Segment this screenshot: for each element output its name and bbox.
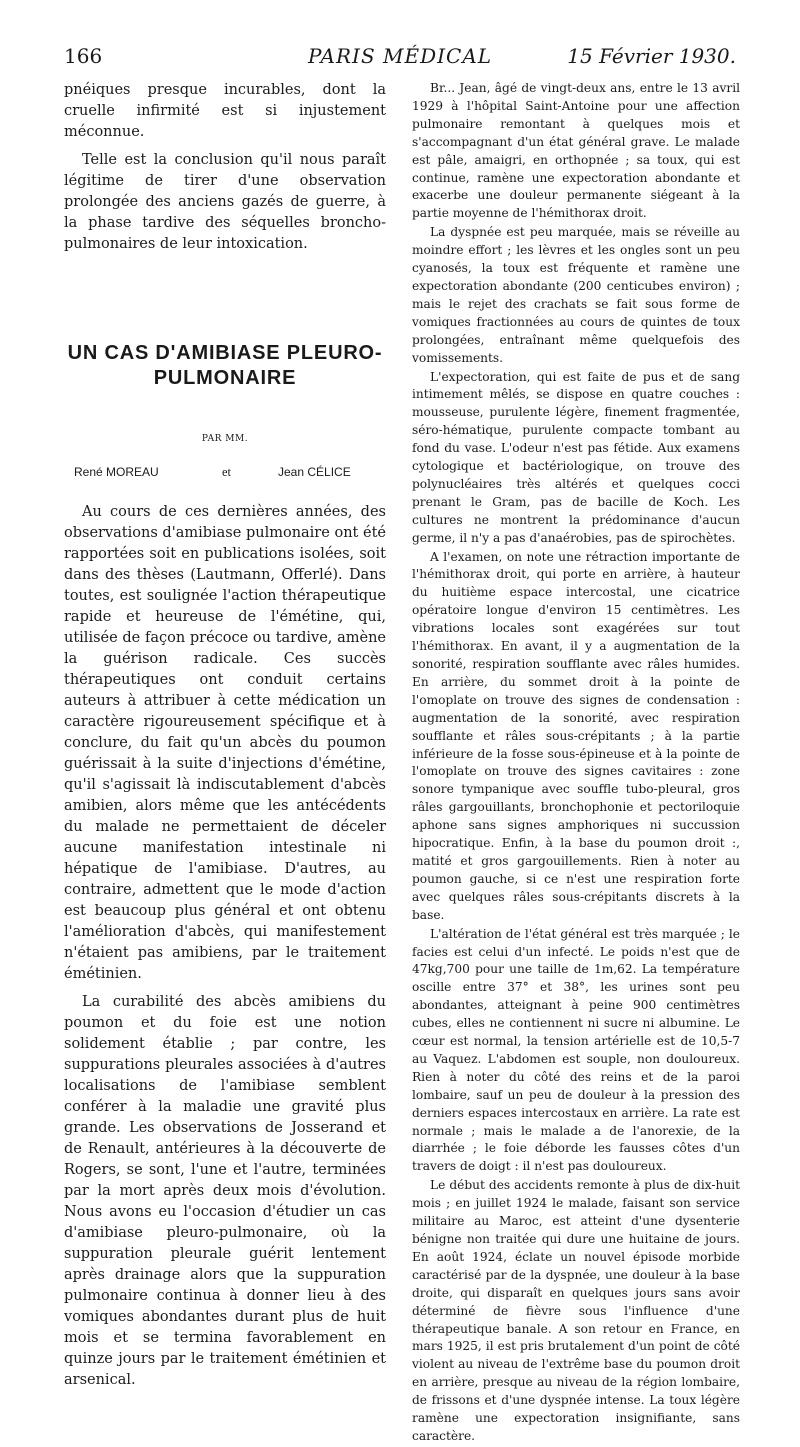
running-header: [64, 44, 736, 72]
left-column: [64, 80, 386, 1391]
previous-article-conclusion: Telle est la conclusion qu'il nous paraît légitime de tirer d'une observation prolongée des anciens gazés de guerre, à la phase tardive des séquelles broncho-pulmonaires de leur intoxication.: [64, 152, 386, 252]
issue-date: 15 Février 1930.: [567, 44, 736, 68]
author-name: René MOREAU: [74, 465, 159, 479]
case-paragraph: La dyspnée est peu marquée, mais se réveille au moindre effort ; les lèvres et les ongles sont un peu cyanosés, la toux est fréquente et ramène une expectoration abondante (200 centicubes environ) ; mais le rejet des crachats se fait sous forme de vomiques fractionnées au cours de quintes de toux prolongées, entraînant même quelquefois des vomissements.: [412, 225, 740, 365]
case-paragraph: Br... Jean, âgé de vingt-deux ans, entre le 13 avril 1929 à l'hôpital Saint-Antoine pour une affection pulmonaire remontant à quelques mois et s'accompagnant d'un état général grave. Le malade est pâle, amaigri, en orthopnée ; sa toux, qui est continue, ramène une expectoration abondante et exacerbe une douleur permanente siégeant à la partie moyenne de l'hémithorax droit.: [412, 81, 740, 221]
article-title: [64, 341, 386, 391]
body-paragraph: La curabilité des abcès amibiens du poumon et du foie est une notion solidement établie ; par contre, les suppurations pleurales associées à d'autres localisations de l'amibiase semblent conférer à la maladie une gravité plus grande. Les observations de Josserand et de Renault, antérieures à la découverte de Rogers, se sont, l'une et l'autre, terminées par la mort après deux mois d'évolution. Nous avons eu l'occasion d'étudier un cas d'amibiase pleuro-pulmonaire, où la suppuration pleurale guérit lentement après drainage alors que la suppuration pulmonaire continua à donner lieu à des vomiques abondantes durant plus de huit mois et se termina favorablement en quinze jours par le traitement émétinien et arsenical.: [64, 994, 386, 1388]
right-column: [412, 80, 740, 1447]
byline-par: PAR MM.: [201, 434, 249, 444]
case-paragraph: L'expectoration, qui est faite de pus et de sang intimement mêlés, se dispose en quatre couches : mousseuse, purulente légère, finement fragmentée, séro-hématique, purulente compacte tombant au fond du vase. L'odeur n'est pas fétide. Aux examens cytologique et bactériologique, on trouve des polynucléaires très altérés et quelques cocci prenant le Gram, pas de bacille de Koch. Les cultures ne montrent la prédominance d'aucun germe, il n'y a pas d'anaérobies, pas de spirochètes.: [412, 369, 740, 545]
case-paragraph: A l'examen, on note une rétraction importante de l'hémithorax droit, qui porte en arrière, à hauteur du huitième espace intercostal, une cicatrice opératoire longue d'environ 15 centimètres. Les vibrations locales sont exagérées sur tout l'hémithorax. En avant, il y a augmentation de la sonorité, respiration soufflante avec râles humides. En arrière, du sommet droit à la pointe de l'omoplate on trouve des signes de condensation : augmentation de la sonorité, avec respiration soufflante et râles sous-crépitants ; à la partie inférieure de la fosse sous-épineuse et à la pointe de l'omoplate on trouve des signes cavitaires : zone sonore tympanique avec souffle tubo-pleural, gros râles gargouillants, bronchophonie et pectoriloquie aphone sans signes amphoriques ni succussion hipocratique. Enfin, à la base du poumon droit :, matité et gros gargouillements. Rien à noter au poumon gauche, si ce n'est une respiration forte avec quelques râles sous-crépitants discrets à la base.: [412, 549, 740, 922]
article-title-line-2: PULMONAIRE: [153, 367, 297, 389]
author-conjunction: et: [222, 465, 232, 479]
previous-article-continuation: pnéiques presque incurables, dont la cruelle infirmité est si injustement méconnue.: [64, 82, 386, 140]
author-name: Jean CÉLICE: [278, 465, 351, 479]
authors-line: [64, 462, 386, 480]
page-number: 166: [64, 44, 103, 68]
case-paragraph: Le début des accidents remonte à plus de dix-huit mois ; en juillet 1924 le malade, faisant son service militaire au Maroc, est atteint d'une dysenterie bénigne non traitée qui dure une huitaine de jours. En août 1924, éclate un nouvel épisode morbide caractérisé par de la dyspnée, une douleur à la base droite, qui disparaît en quelques jours sans avoir déterminé de fièvre sous l'influence d'une thérapeutique banale. A son retour en France, en mars 1925, il est pris brutalement d'un point de côté violent au niveau de l'extrême base du poumon droit en arrière, presque au niveau de la région lombaire, de frissons et d'une dyspnée intense. La toux légère ramène une expectoration insignifiante, sans caractère.: [412, 1178, 740, 1443]
body-paragraph: Au cours de ces dernières années, des observations d'amibiase pulmonaire ont été rapportées soit en publications isolées, soit dans des thèses (Lautmann, Offerlé). Dans toutes, est soulignée l'action thérapeutique rapide et heureuse de l'émétine, qui, utilisée de façon précoce ou tardive, amène la guérison radicale. Ces succès thérapeutiques ont conduit certains auteurs à attribuer à cette médication un caractère rigoureusement spécifique et à conclure, du fait qu'un abcès du poumon guérissait à la suite d'injections d'émétine, qu'il s'agissait là indiscutablement d'abcès amibien, alors même que les antécédents du malade ne permettaient de déceler aucune manifestation intestinale ni hépatique de l'amibiase. D'autres, au contraire, admettent que le mode d'action est beaucoup plus général et ont obtenu l'amélioration d'abcès, qui manifestement n'étaient pas amibiens, par le traitement émétinien.: [64, 504, 386, 982]
journal-title: PARIS MÉDICAL: [307, 44, 493, 68]
case-paragraph: L'altération de l'état général est très marquée ; le facies est celui d'un infecté. Le poids n'est que de 47kg,700 pour une taille de 1m,62. La température oscille entre 37° et 38°, les urines sont peu abondantes, atteignant à peine 900 centimètres cubes, elles ne contiennent ni sucre ni albumine. Le cœur est normal, la tension artérielle est de 10,5-7 au Vaquez. L'abdomen est souple, non douloureux. Rien à noter du côté des reins et de la paroi lombaire, sauf un peu de douleur à la pression des derniers espaces intercostaux en arrière. La rate est normale ; mais le malade a de l'anorexie, de la diarrhée ; le foie déborde les fausses côtes d'un travers de doigt : il n'est pas douloureux.: [412, 926, 740, 1174]
article-title-line-1: UN CAS D'AMIBIASE PLEURO-: [67, 342, 383, 364]
